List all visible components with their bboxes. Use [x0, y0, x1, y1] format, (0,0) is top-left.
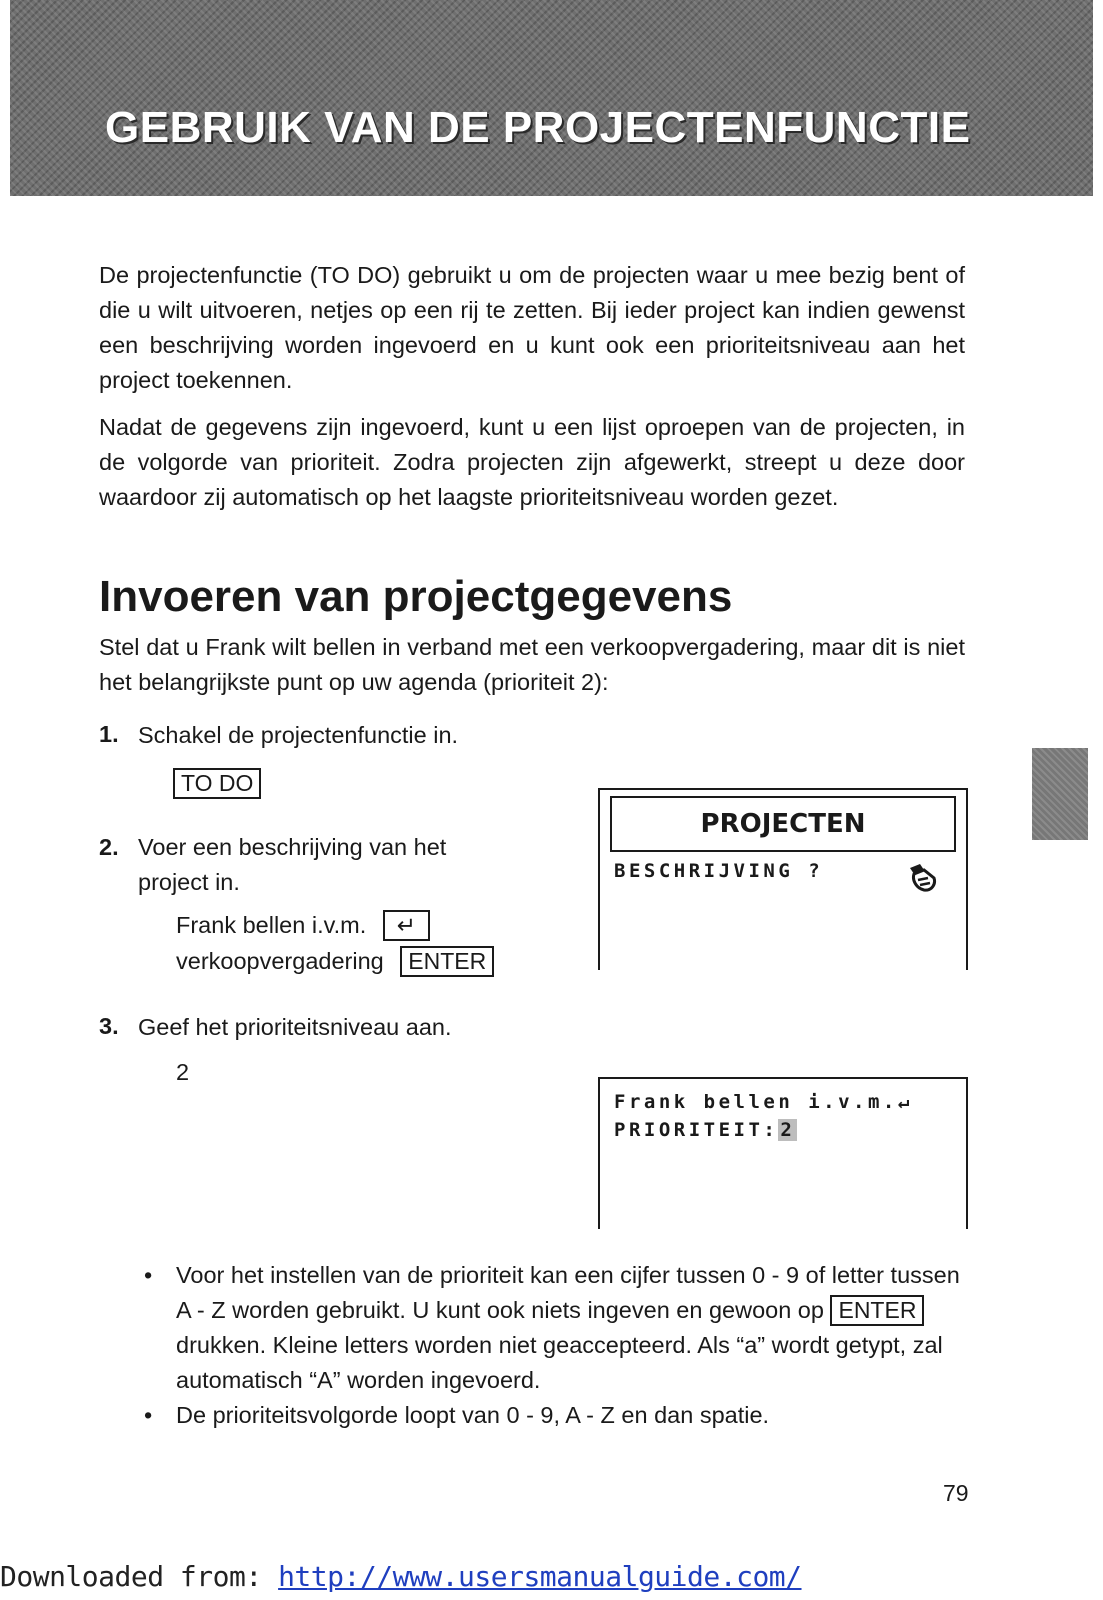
page-number: 79 [943, 1480, 969, 1506]
lcd-priority-value: 2 [780, 1119, 796, 1141]
chapter-tab-marker [1032, 748, 1088, 840]
todo-key: TO DO [173, 768, 261, 799]
footer-label: Downloaded from: [0, 1560, 262, 1593]
footer-link[interactable]: http://www.usersmanualguide.com/ [278, 1560, 802, 1593]
step-2-number: 2. [99, 834, 119, 860]
bullet-icon: • [144, 1262, 153, 1288]
lcd-display-1 [598, 788, 968, 970]
input-text-line-1: Frank bellen i.v.m. [176, 912, 367, 938]
enter-key-inline: ENTER [830, 1295, 924, 1326]
notes-list [140, 1258, 966, 1433]
enter-key: ENTER [400, 946, 494, 977]
list-item [140, 1258, 966, 1398]
step-1-text: Schakel de projectenfunctie in. [138, 722, 459, 748]
intro-paragraph-2: Nadat de gegevens zijn ingevoerd, kunt u een lijst oproepen van de projecten, in de volgorde van prioriteit. Zodra projecten zijn afgewerkt, streept u deze door waardoor zij automatisch op het laagste prioriteitsniveau worden gezet. [99, 414, 965, 510]
bullet-1-part-2: drukken. Kleine letters worden niet geaccepteerd. Als “a” wordt getypt, zal automatisch “A” worden ingevoerd. [176, 1332, 943, 1393]
input-text-line-2: verkoopvergadering [176, 948, 384, 974]
bullet-icon: • [144, 1402, 153, 1428]
download-footer [0, 1560, 802, 1593]
priority-input: 2 [176, 1059, 190, 1085]
step-2-input-line-2 [176, 944, 494, 979]
section-intro: Stel dat u Frank wilt bellen in verband met een verkoopvergadering, maar dit is niet het belangrijkste punt op uw agenda (prioriteit 2): [99, 634, 965, 695]
step-3-number: 3. [99, 1013, 119, 1039]
todo-key-wrap [173, 766, 261, 801]
step-3-text: Geef het prioriteitsniveau aan. [138, 1014, 452, 1040]
lcd-priority-label: PRIORITEIT: [614, 1119, 779, 1141]
lcd-title: PROJECTEN [610, 796, 956, 852]
lcd-display-2 [598, 1077, 968, 1229]
header-banner [10, 0, 1093, 196]
pen-hand-icon [904, 860, 940, 896]
lcd-description-line: Frank bellen i.v.m.↵ [614, 1091, 913, 1113]
lcd-prompt: BESCHRIJVING ? [614, 860, 824, 882]
lcd-priority-line [614, 1119, 797, 1141]
bullet-1-part-1: Voor het instellen van de prioriteit kan een cijfer tussen 0 - 9 of letter tussen A - Z worden gebruikt. U kunt ook niets ingeven en gewoon op [176, 1262, 960, 1323]
list-item [140, 1398, 966, 1433]
section-heading: Invoeren van projectgegevens [99, 572, 733, 621]
bullet-2-text: De prioriteitsvolgorde loopt van 0 - 9, A - Z en dan spatie. [176, 1402, 770, 1428]
intro-paragraph-1: De projectenfunctie (TO DO) gebruikt u om de projecten waar u mee bezig bent of die u wilt uitvoeren, netjes op een rij te zetten. Bij ieder project kan indien gewenst een beschrijving worden ingevoerd en u kunt ook een prioriteitsniveau aan het project toekennen. [99, 262, 965, 393]
step-2-input-line-1 [176, 908, 430, 943]
page-title: GEBRUIK VAN DE PROJECTENFUNCTIE [105, 103, 971, 152]
return-key: ↵ [383, 910, 430, 941]
step-2-text: Voer een beschrijving van het project in. [138, 834, 447, 895]
step-1-number: 1. [99, 721, 119, 747]
